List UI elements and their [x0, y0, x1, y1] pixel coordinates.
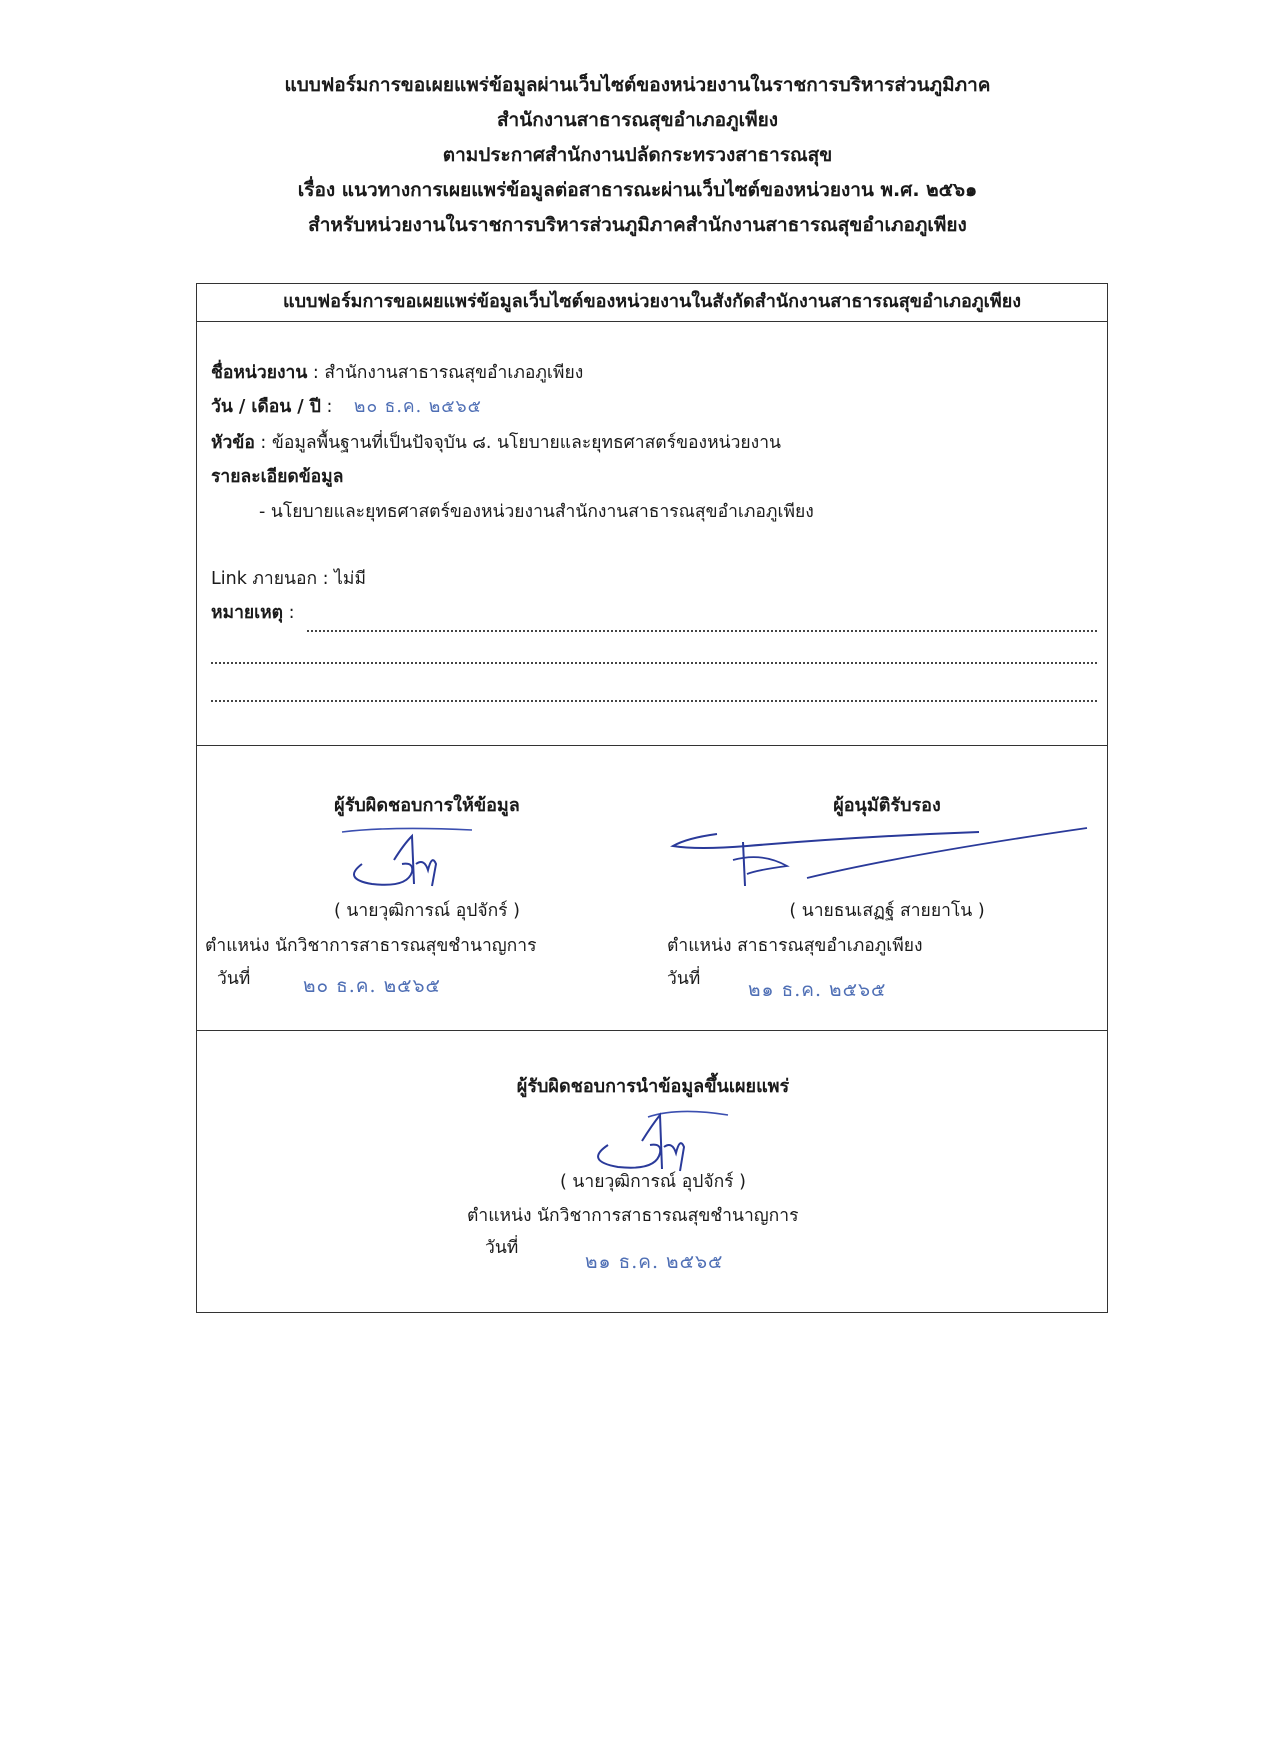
info-section — [197, 322, 1107, 746]
approver-date-label: วันที่ — [667, 969, 701, 989]
provider-heading: ผู้รับผิดชอบการให้ข้อมูล — [334, 795, 520, 816]
approver-position: ตำแหน่ง สาธารณสุขอำเภอภูเพียง — [667, 936, 923, 956]
date-value: ๒๐ ธ.ค. ๒๕๖๕ — [353, 397, 482, 417]
topic-label: หัวข้อ — [211, 433, 255, 453]
date-line — [211, 392, 482, 420]
header-subject: เรื่อง แนวทางการเผยแพร่ข้อมูลต่อสาธารณะผ่านเว็บไซต์ของหน่วยงาน พ.ศ. ๒๕๖๑ — [297, 179, 978, 201]
provider-position: ตำแหน่ง นักวิชาการสาธารณสุขชำนาญการ — [205, 936, 537, 956]
approver-signature — [667, 824, 1097, 904]
provider-name: ( นายวุฒิการณ์ อุปจักร์ ) — [334, 901, 520, 921]
approver-name: ( นายธนเสฏฐ์ สายยาโน ) — [789, 901, 985, 921]
note-line — [211, 598, 295, 626]
note-separator: : — [283, 603, 295, 623]
header-office: สำนักงานสาธารณสุขอำเภอภูเพียง — [496, 109, 779, 131]
unit-label: ชื่อหน่วยงาน — [211, 363, 308, 383]
signature-section — [197, 746, 1107, 1031]
note-label: หมายเหตุ — [211, 603, 284, 623]
publisher-heading: ผู้รับผิดชอบการนำข้อมูลขึ้นเผยแพร่ — [516, 1076, 790, 1097]
publisher-name: ( นายวุฒิการณ์ อุปจักร์ ) — [560, 1172, 746, 1192]
note-dotted-line-1 — [307, 630, 1097, 632]
form-title: แบบฟอร์มการขอเผยแพร่ข้อมูลเว็บไซต์ของหน่วยงานในสังกัดสำนักงานสาธารณสุขอำเภอภูเพียง — [197, 284, 1107, 322]
approver-signature-block — [667, 746, 1107, 1031]
detail-label: รายละเอียดข้อมูล — [211, 467, 344, 487]
link-label: Link ภายนอก — [211, 569, 318, 589]
publisher-date-label: วันที่ — [485, 1238, 519, 1258]
header-announcement: ตามประกาศสำนักงานปลัดกระทรวงสาธารณสุข — [442, 144, 833, 166]
note-dotted-line-3 — [211, 700, 1097, 702]
header-scope: สำหรับหน่วยงานในราชการบริหารส่วนภูมิภาคสำนักงานสาธารณสุขอำเภอภูเพียง — [308, 214, 967, 236]
unit-line — [211, 358, 583, 386]
form-table — [196, 283, 1108, 1313]
link-value: : ไม่มี — [317, 569, 366, 589]
date-label: วัน / เดือน / ปี — [211, 397, 321, 417]
publisher-signature-block — [433, 1031, 873, 1316]
publisher-section — [197, 1031, 1107, 1314]
document-header — [0, 68, 1275, 243]
provider-date-label: วันที่ — [217, 969, 251, 989]
topic-value: : ข้อมูลพื้นฐานที่เป็นปัจจุบัน ๘. นโยบายและยุทธศาสตร์ของหน่วยงาน — [254, 433, 781, 453]
detail-value: - นโยบายและยุทธศาสตร์ของหน่วยงานสำนักงานสาธารณสุขอำเภอภูเพียง — [259, 502, 814, 522]
unit-value: : สำนักงานสาธารณสุขอำเภอภูเพียง — [307, 363, 584, 383]
provider-signature-block — [197, 746, 637, 1031]
link-line — [211, 564, 366, 592]
date-separator: : — [320, 397, 338, 417]
topic-line — [211, 428, 781, 456]
detail-line — [211, 462, 343, 490]
note-dotted-line-2 — [211, 662, 1097, 664]
provider-date-value: ๒๐ ธ.ค. ๒๕๖๕ — [303, 975, 441, 997]
approver-date-value: ๒๑ ธ.ค. ๒๕๖๕ — [748, 979, 887, 1001]
approver-heading: ผู้อนุมัติรับรอง — [833, 795, 941, 816]
publisher-position: ตำแหน่ง นักวิชาการสาธารณสุขชำนาญการ — [467, 1206, 799, 1226]
header-title: แบบฟอร์มการขอเผยแพร่ข้อมูลผ่านเว็บไซต์ของหน่วยงานในราชการบริหารส่วนภูมิภาค — [284, 74, 991, 96]
provider-signature — [332, 824, 482, 894]
publisher-date-value: ๒๑ ธ.ค. ๒๕๖๕ — [585, 1251, 724, 1273]
